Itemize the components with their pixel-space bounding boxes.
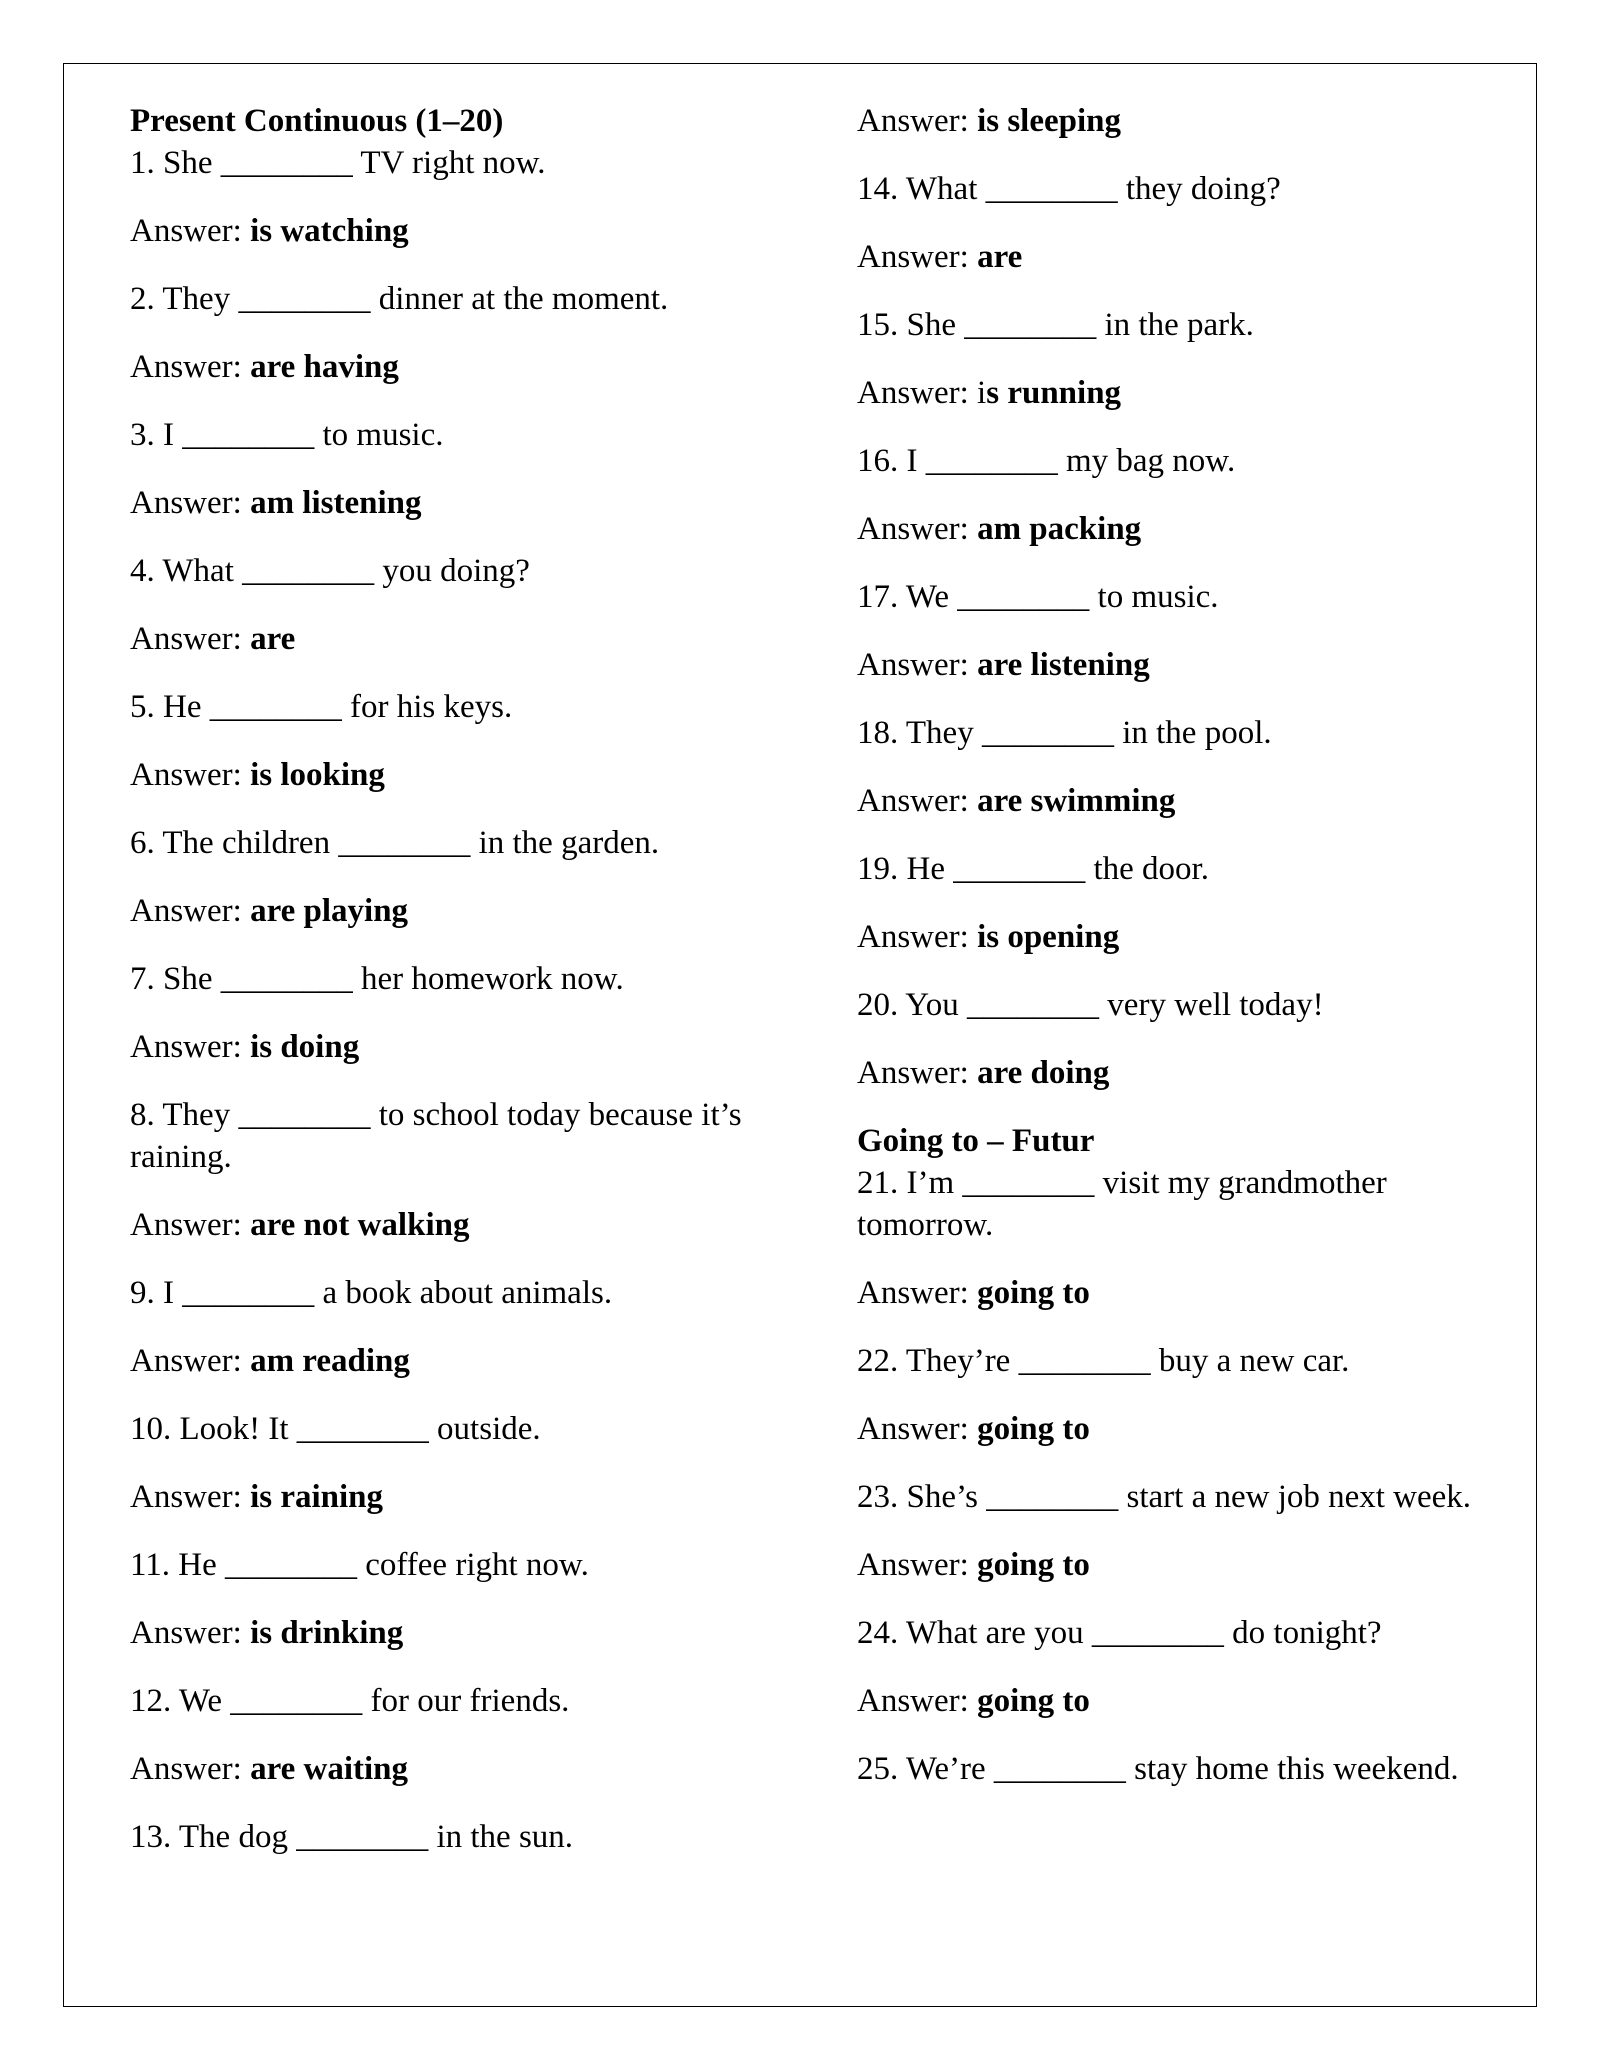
question-8: 8. They ________ to school today because it’s raining. (130, 1097, 742, 1175)
right-column (857, 100, 1477, 1816)
answer-label: Answer: i (857, 375, 987, 411)
answer-label: Answer: (857, 1055, 969, 1091)
answer-text: s running (986, 375, 1122, 411)
question-9: 9. I ________ a book about animals. (130, 1275, 613, 1311)
answer-label: Answer: (130, 893, 242, 929)
answer-11 (130, 1612, 770, 1654)
answer-label: Answer: (130, 621, 242, 657)
answer-text: going to (977, 1683, 1090, 1719)
question-3: 3. I ________ to music. (130, 417, 444, 453)
answer-label: Answer: (130, 757, 242, 793)
question-2: 2. They ________ dinner at the moment. (130, 281, 669, 317)
answer-label: Answer: (857, 103, 969, 139)
answer-label: Answer: (857, 1683, 969, 1719)
answer-text: are (250, 621, 296, 657)
answer-6 (130, 890, 770, 932)
answer-2 (130, 346, 770, 388)
answer-label: Answer: (857, 511, 969, 547)
answer-label: Answer: (130, 349, 242, 385)
answer-label: Answer: (130, 485, 242, 521)
answer-text: are waiting (250, 1751, 409, 1787)
answer-text: is watching (250, 213, 409, 249)
question-15: 15. She ________ in the park. (857, 307, 1254, 343)
answer-label: Answer: (857, 1547, 969, 1583)
answer-16 (857, 508, 1477, 550)
answer-text: are (977, 239, 1023, 275)
question-7: 7. She ________ her homework now. (130, 961, 624, 997)
answer-text: going to (977, 1411, 1090, 1447)
answer-label: Answer: (130, 213, 242, 249)
answer-label: Answer: (130, 1029, 242, 1065)
question-24: 24. What are you ________ do tonight? (857, 1615, 1382, 1651)
answer-label: Answer: (857, 1411, 969, 1447)
answer-13 (857, 100, 1477, 142)
answer-text: is looking (250, 757, 385, 793)
answer-text: is opening (977, 919, 1120, 955)
question-19: 19. He ________ the door. (857, 851, 1209, 887)
answer-text: going to (977, 1275, 1090, 1311)
answer-15 (857, 372, 1477, 414)
answer-12 (130, 1748, 770, 1790)
question-13: 13. The dog ________ in the sun. (130, 1819, 574, 1855)
answer-label: Answer: (857, 647, 969, 683)
answer-text: going to (977, 1547, 1090, 1583)
answer-text: am listening (250, 485, 422, 521)
answer-text: are not walking (250, 1207, 470, 1243)
question-22: 22. They’re ________ buy a new car. (857, 1343, 1350, 1379)
answer-7 (130, 1026, 770, 1068)
answer-18 (857, 780, 1477, 822)
answer-label: Answer: (130, 1615, 242, 1651)
answer-20 (857, 1052, 1477, 1094)
answer-text: are playing (250, 893, 409, 929)
answer-22 (857, 1408, 1477, 1450)
question-18: 18. They ________ in the pool. (857, 715, 1272, 751)
answer-9 (130, 1340, 770, 1382)
answer-4 (130, 618, 770, 660)
answer-label: Answer: (130, 1207, 242, 1243)
answer-17 (857, 644, 1477, 686)
answer-label: Answer: (130, 1479, 242, 1515)
question-16: 16. I ________ my bag now. (857, 443, 1236, 479)
question-20: 20. You ________ very well today! (857, 987, 1324, 1023)
answer-text: is sleeping (977, 103, 1122, 139)
question-4: 4. What ________ you doing? (130, 553, 530, 589)
answer-text: is drinking (250, 1615, 404, 1651)
answer-24 (857, 1680, 1477, 1722)
question-25: 25. We’re ________ stay home this weekend. (857, 1751, 1459, 1787)
answer-text: are listening (977, 647, 1150, 683)
question-11: 11. He ________ coffee right now. (130, 1547, 589, 1583)
answer-text: are swimming (977, 783, 1176, 819)
answer-text: are having (250, 349, 399, 385)
answer-21 (857, 1272, 1477, 1314)
answer-text: am packing (977, 511, 1142, 547)
answer-label: Answer: (857, 239, 969, 275)
answer-19 (857, 916, 1477, 958)
question-6: 6. The children ________ in the garden. (130, 825, 660, 861)
answer-label: Answer: (857, 1275, 969, 1311)
answer-10 (130, 1476, 770, 1518)
section-heading-present-continuous: Present Continuous (1–20) (130, 103, 504, 139)
answer-1 (130, 210, 770, 252)
answer-text: is raining (250, 1479, 384, 1515)
question-5: 5. He ________ for his keys. (130, 689, 513, 725)
answer-label: Answer: (130, 1751, 242, 1787)
left-column (130, 100, 770, 1884)
question-23: 23. She’s ________ start a new job next week. (857, 1479, 1472, 1515)
answer-8 (130, 1204, 770, 1246)
answer-23 (857, 1544, 1477, 1586)
answer-text: am reading (250, 1343, 410, 1379)
section-heading-going-to: Going to – Futur (857, 1123, 1095, 1159)
answer-text: are doing (977, 1055, 1110, 1091)
answer-label: Answer: (130, 1343, 242, 1379)
question-10: 10. Look! It ________ outside. (130, 1411, 541, 1447)
answer-3 (130, 482, 770, 524)
answer-5 (130, 754, 770, 796)
question-1: 1. She ________ TV right now. (130, 145, 546, 181)
answer-text: is doing (250, 1029, 360, 1065)
question-14: 14. What ________ they doing? (857, 171, 1281, 207)
answer-14 (857, 236, 1477, 278)
question-12: 12. We ________ for our friends. (130, 1683, 570, 1719)
question-21: 21. I’m ________ visit my grandmother tomorrow. (857, 1165, 1387, 1243)
answer-label: Answer: (857, 783, 969, 819)
answer-label: Answer: (857, 919, 969, 955)
question-17: 17. We ________ to music. (857, 579, 1219, 615)
